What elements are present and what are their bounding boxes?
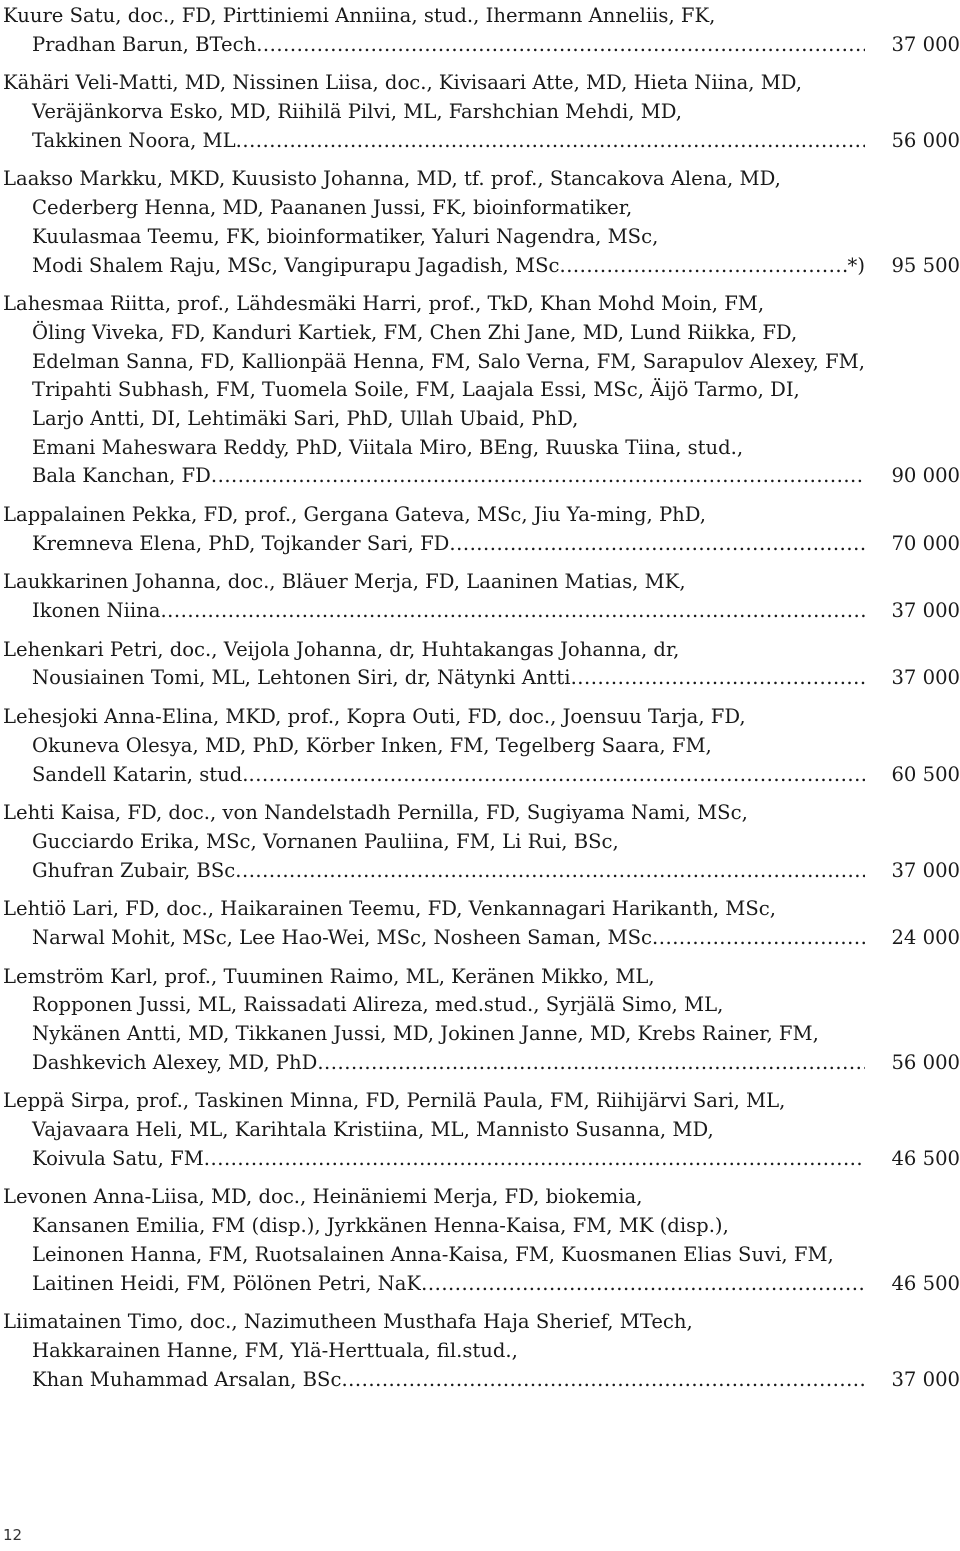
grant-entry [3,799,960,885]
dot-leader [249,761,865,790]
recipient-names: Pradhan Barun, BTech [32,32,257,56]
recipient-names: Ghufran Zubair, BSc [32,858,236,882]
grant-entry [3,568,960,625]
recipient-names: Kähäri Veli-Matti, MD, Nissinen Liisa, doc., Kivisaari Atte, MD, Hieta Niina, MD, [3,71,803,95]
dot-leader [652,924,865,953]
recipient-names: Liimatainen Timo, doc., Nazimutheen Musthafa Haja Sherief, MTech, [3,1310,693,1334]
dot-leader [571,664,865,693]
recipient-names: Lehenkari Petri, doc., Veijola Johanna, dr, Huhtakangas Johanna, dr, [3,637,680,661]
entry-last-line [3,597,960,626]
entry-last-line [3,664,960,693]
recipient-names: Lemström Karl, prof., Tuuminen Raimo, ML, Keränen Mikko, ML, [3,964,655,988]
entry-last-line [3,761,960,790]
grant-amount: 37 000 [891,599,960,623]
recipient-names: Koivula Satu, FM [32,1146,204,1170]
grant-amount: 24 000 [891,925,960,949]
page-number: 12 [3,1526,23,1544]
recipient-names: Lehti Kaisa, FD, doc., von Nandelstadh Pernilla, FD, Sugiyama Nami, MSc, [3,801,748,825]
grant-entry [3,290,960,491]
grant-entry [3,69,960,155]
dot-leader [204,1145,865,1174]
entry-last-line [3,252,960,281]
grant-amount: 37 000 [891,858,960,882]
grant-list [3,2,960,1404]
recipient-names: Gucciardo Erika, MSc, Vornanen Pauliina, FM, Li Rui, BSc, [32,829,619,853]
dot-leader [341,1366,865,1395]
dot-leader [421,1270,865,1299]
grant-amount: 90 000 [891,464,960,488]
dot-leader [236,127,865,156]
entry-last-line [3,530,960,559]
recipient-names: Nykänen Antti, MD, Tikkanen Jussi, MD, Jokinen Janne, MD, Krebs Rainer, FM, [32,1022,819,1045]
recipient-names: Takkinen Noora, ML [32,128,236,152]
grant-amount: 60 500 [891,762,960,786]
recipient-names: Kuure Satu, doc., FD, Pirttiniemi Anniina, stud., Ihermann Anneliis, FK, [3,4,716,27]
recipient-names: Vajavaara Heli, ML, Karihtala Kristiina, ML, Mannisto Susanna, MD, [32,1118,714,1142]
entry-last-line [3,1270,960,1299]
grant-amount: 37 000 [891,1367,960,1391]
recipient-names: Emani Maheswara Reddy, PhD, Viitala Miro, BEng, Ruuska Tiina, stud., [32,435,744,459]
recipient-names: Ropponen Jussi, ML, Raissadati Alireza, med.stud., Syrjälä Simo, ML, [32,993,724,1017]
grant-entry [3,1087,960,1173]
grant-entry [3,1308,960,1394]
grant-entry [3,501,960,558]
recipient-names: Cederberg Henna, MD, Paananen Jussi, FK, bioinformatiker, [32,196,633,220]
recipient-names: Kansanen Emilia, FM (disp.), Jyrkkänen Henna-Kaisa, FM, MK (disp.), [32,1214,729,1238]
recipient-names: Hakkarainen Hanne, FM, Ylä-Herttuala, fil.stud., [32,1338,518,1362]
grant-amount: 56 000 [891,1050,960,1074]
recipient-names: Sandell Katarin, stud. [32,762,249,786]
entry-last-line [3,127,960,156]
recipient-names: Dashkevich Alexey, MD, PhD [32,1050,318,1074]
entry-last-line [3,31,960,60]
grant-entry [3,963,960,1078]
recipient-names: Edelman Sanna, FD, Kallionpää Henna, FM, Salo Verna, FM, Sarapulov Alexey, FM, [32,349,865,373]
recipient-names: Modi Shalem Raju, MSc, Vangipurapu Jagadish, MSc [32,253,560,277]
grant-amount: 70 000 [891,531,960,555]
entry-last-line [3,857,960,886]
dot-leader [256,31,865,60]
entry-last-line [3,1049,960,1078]
grant-amount: 95 500 [891,253,960,277]
grant-amount: 37 000 [891,666,960,690]
recipient-names: Lehesjoki Anna-Elina, MKD, prof., Kopra Outi, FD, doc., Joensuu Tarja, FD, [3,705,746,729]
dot-leader [559,252,847,281]
recipient-names: Tripahti Subhash, FM, Tuomela Soile, FM, Laajala Essi, MSc, Äijö Tarmo, DI, [32,378,800,402]
entry-last-line [3,1145,960,1174]
dot-leader [160,597,865,626]
dot-leader [317,1049,865,1078]
grant-entry [3,1183,960,1298]
entry-last-line [3,1366,960,1395]
recipient-names: Leinonen Hanna, FM, Ruotsalainen Anna-Kaisa, FM, Kuosmanen Elias Suvi, FM, [32,1242,834,1266]
recipient-names: Kremneva Elena, PhD, Tojkander Sari, FD [32,531,450,555]
grant-amount: 37 000 [891,32,960,56]
recipient-names: Nousiainen Tomi, ML, Lehtonen Siri, dr, Nätynki Antti [32,666,571,690]
recipient-names: Laitinen Heidi, FM, Pölönen Petri, NaK [32,1271,422,1295]
entry-last-line [3,462,960,491]
recipient-names: Öling Viveka, FD, Kanduri Kartiek, FM, Chen Zhi Jane, MD, Lund Riikka, FD, [32,320,798,344]
recipient-names: Laakso Markku, MKD, Kuusisto Johanna, MD, tf. prof., Stancakova Alena, MD, [3,167,781,191]
recipient-names: Lappalainen Pekka, FD, prof., Gergana Gateva, MSc, Jiu Ya-ming, PhD, [3,503,707,526]
recipient-names: Laukkarinen Johanna, doc., Bläuer Merja, FD, Laaninen Matias, MK, [3,570,686,594]
grant-amount: 56 000 [891,128,960,152]
recipient-names: Kuulasmaa Teemu, FK, bioinformatiker, Yaluri Nagendra, MSc, [32,224,659,248]
recipient-names: Narwal Mohit, MSc, Lee Hao-Wei, MSc, Nosheen Saman, MSc [32,925,653,949]
recipient-names: Okuneva Olesya, MD, PhD, Körber Inken, FM, Tegelberg Saara, FM, [32,733,712,757]
grant-entry [3,703,960,789]
recipient-names: Leppä Sirpa, prof., Taskinen Minna, FD, Pernilä Paula, FM, Riihijärvi Sari, ML, [3,1089,786,1113]
grant-entry [3,165,960,280]
grant-entry [3,895,960,952]
dot-leader [211,462,865,491]
dot-leader [235,857,865,886]
recipient-names: Lahesmaa Riitta, prof., Lähdesmäki Harri, prof., TkD, Khan Mohd Moin, FM, [3,292,765,316]
grant-amount: 46 500 [891,1271,960,1295]
grant-entry [3,2,960,59]
recipient-names: Lehtiö Lari, FD, doc., Haikarainen Teemu, FD, Venkannagari Harikanth, MSc, [3,897,776,921]
recipient-names: Veräjänkorva Esko, MD, Riihilä Pilvi, ML, Farshchian Mehdi, MD, [32,100,683,124]
recipient-names: Khan Muhammad Arsalan, BSc [32,1367,342,1391]
recipient-names: Ikonen Niina [32,599,161,623]
dot-leader [449,530,865,559]
footnote-marker: *) [847,253,865,277]
recipient-names: Larjo Antti, DI, Lehtimäki Sari, PhD, Ullah Ubaid, PhD, [32,406,579,430]
entry-last-line [3,924,960,953]
grant-amount: 46 500 [891,1146,960,1170]
recipient-names: Levonen Anna-Liisa, MD, doc., Heinäniemi Merja, FD, biokemia, [3,1185,643,1209]
recipient-names: Bala Kanchan, FD [32,464,211,488]
grant-entry [3,636,960,693]
